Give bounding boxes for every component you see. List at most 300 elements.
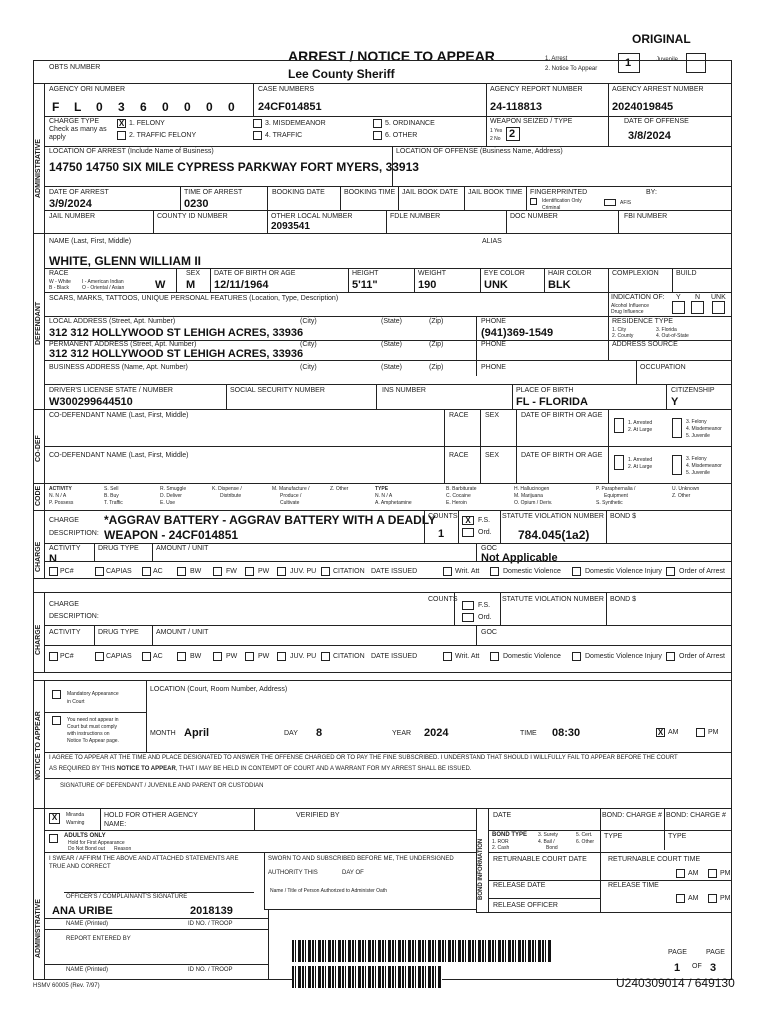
- codef2-dob-label: DATE OF BIRTH OR AGE: [521, 452, 603, 459]
- height-label: HEIGHT: [352, 270, 379, 277]
- perm-zip-label: (Zip): [429, 341, 444, 348]
- c2-citation-label: CITATION: [333, 653, 365, 660]
- c2-ac-checkbox[interactable]: [142, 652, 151, 661]
- nta-side-label: NOTICE TO APPEAR: [35, 711, 42, 780]
- bt-surety: 3. Surety: [538, 832, 559, 838]
- afis-checkbox[interactable]: [604, 199, 616, 206]
- page-label-2: PAGE: [706, 949, 725, 956]
- ind-n: N: [695, 294, 701, 301]
- charge2-activity-label: ACTIVITY: [49, 629, 81, 636]
- fp-id-checkbox[interactable]: [530, 198, 537, 205]
- weapon-label: WEAPON SEIZED / TYPE: [490, 118, 573, 125]
- bond-charge2-label: BOND: CHARGE #: [666, 812, 726, 819]
- code-r1: R. Smuggle: [160, 486, 187, 492]
- c2-fw-checkbox[interactable]: [213, 652, 222, 661]
- jail-book-date-label: JAIL BOOK DATE: [402, 189, 459, 196]
- c2-capias-label: CAPIAS: [106, 653, 132, 660]
- felony-checkbox[interactable]: X: [118, 119, 125, 128]
- ind-y: Y: [676, 294, 681, 301]
- charge-type-help: Check as many as apply: [49, 126, 107, 141]
- c1-writ-label: Writ. Att: [455, 568, 480, 575]
- ind-n-box[interactable]: [691, 301, 704, 314]
- ins-label: INS NUMBER: [382, 387, 426, 394]
- business-zip-label: (Zip): [429, 364, 444, 371]
- code-side-label: CODE: [35, 485, 42, 506]
- release-date-label: RELEASE DATE: [493, 882, 546, 889]
- ind-unk-box[interactable]: [712, 301, 725, 314]
- authority-label: AUTHORITY THIS: [268, 870, 318, 876]
- ori-number: F L 0 3 6 0 0 0 0: [52, 100, 235, 114]
- c2-order-label: Order of Arrest: [679, 653, 725, 660]
- rl-pm-checkbox[interactable]: [708, 894, 717, 903]
- charge2-label: CHARGE: [49, 601, 79, 608]
- ordinance-checkbox[interactable]: [373, 119, 382, 128]
- month-label: MONTH: [150, 730, 176, 737]
- name-printed2-label: NAME (Printed): [66, 967, 109, 973]
- document-id: U240309014 / 649130: [616, 976, 735, 990]
- swear-line1: I SWEAR / AFFIRM THE ABOVE AND ATTACHED STATEMENTS ARE: [49, 856, 239, 862]
- bond-side-label: BOND INFORMATION: [478, 838, 484, 900]
- mandatory-label: Mandatory Appearance: [67, 691, 119, 697]
- c1-capias-checkbox[interactable]: [95, 567, 104, 576]
- admin-side-label: ADMINISTRATIVE: [35, 139, 42, 198]
- code-h2: M. Marijuana: [514, 493, 543, 499]
- c1-date-issued-label: DATE ISSUED: [371, 568, 418, 575]
- fingerprinted-label: FINGERPRINTED: [530, 189, 588, 196]
- codef2-status-box[interactable]: [614, 455, 624, 470]
- other-checkbox[interactable]: [373, 131, 382, 140]
- fp-criminal-label: Criminal: [542, 205, 561, 211]
- perm-address-value: 312 312 HOLLYWOOD ST LEHIGH ACRES, 33936: [49, 348, 304, 360]
- page-label-1: PAGE: [668, 949, 687, 956]
- traffic-label: 4. TRAFFIC: [265, 132, 303, 139]
- code-b3: E. Heroin: [446, 500, 467, 506]
- c1-ac-checkbox[interactable]: [142, 567, 151, 576]
- charge1-counts-value: 1: [438, 528, 445, 540]
- codef1-dob-label: DATE OF BIRTH OR AGE: [521, 412, 603, 419]
- rt-am-checkbox[interactable]: [676, 869, 685, 878]
- race-key-white: W - White: [49, 279, 71, 285]
- c1-capias-label: CAPIAS: [106, 568, 132, 575]
- hold-name-label: NAME:: [104, 821, 127, 828]
- barcode-upper: [292, 940, 552, 962]
- agency-name: Lee County Sheriff: [288, 67, 395, 81]
- charge1-statute-value: 784.045(1a2): [518, 528, 590, 542]
- code-s1: S. Sell: [104, 486, 119, 492]
- charge1-activity-label: ACTIVITY: [49, 545, 81, 552]
- c1-bw-checkbox[interactable]: [177, 567, 186, 576]
- c2-dvi-checkbox[interactable]: [572, 652, 581, 661]
- charge2-counts-label: COUNTS: [428, 596, 458, 603]
- c2-writ-checkbox[interactable]: [443, 652, 452, 661]
- codef1-class-box[interactable]: [672, 418, 682, 438]
- location-label: LOCATION (Court, Room Number, Address): [150, 686, 288, 693]
- business-state-label: (State): [381, 364, 403, 371]
- charge2-fs-label: F.S.: [478, 602, 491, 609]
- code-type: TYPE: [375, 486, 389, 492]
- c1-fw-label: FW: [226, 568, 237, 575]
- charge2-amount-label: AMOUNT / UNIT: [156, 629, 209, 636]
- codef1-juvenile: 5. Juvenile: [686, 433, 710, 439]
- fp-id-label: Identification Only: [542, 198, 582, 204]
- charge2-bond-label: BOND $: [610, 596, 637, 603]
- page-number: 1: [674, 962, 681, 974]
- ind-y-box[interactable]: [672, 301, 685, 314]
- res-florida: 3. Florida: [656, 327, 677, 333]
- charge2-statute-label: STATUTE VIOLATION NUMBER: [502, 596, 604, 603]
- miranda-label: Miranda: [66, 812, 85, 818]
- name-printed-label: NAME (Printed): [66, 921, 109, 927]
- codef2-juvenile: 5. Juvenile: [686, 470, 710, 476]
- bt-other: 6. Other: [576, 839, 595, 845]
- c2-pc-checkbox[interactable]: [49, 652, 58, 661]
- report-entered-label: REPORT ENTERED BY: [66, 936, 131, 942]
- charge1-counts-label: COUNTS: [428, 513, 458, 520]
- bt-bail: 4. Bail /: [538, 839, 555, 845]
- codef2-atlarge: 2. At Large: [628, 464, 653, 470]
- booking-time-label: BOOKING TIME: [344, 189, 396, 196]
- name-title-label: Name / Title of Person Authorized to Administer Oath: [270, 888, 388, 894]
- mandatory-checkbox[interactable]: [52, 690, 61, 699]
- hair-label: HAIR COLOR: [548, 270, 592, 277]
- phone-value: (941)369-1549: [481, 327, 554, 339]
- eye-label: EYE COLOR: [484, 270, 525, 277]
- officer-name: ANA URIBE: [52, 905, 113, 917]
- race-key-asian: O - Oriental / Asian: [82, 285, 125, 291]
- time-value: 08:30: [552, 727, 581, 739]
- returnable-date-label: RETURNABLE COURT DATE: [493, 856, 587, 863]
- charge2-desc-label: DESCRIPTION:: [49, 613, 99, 620]
- c1-pc-checkbox[interactable]: [49, 567, 58, 576]
- charge2-goc-label: GOC: [481, 629, 497, 636]
- codef1-sex-label: SEX: [485, 412, 500, 419]
- charge2-ord-label: Ord.: [478, 614, 492, 621]
- code-b1: B. Barbiturate: [446, 486, 477, 492]
- bt-cash: 2. Cash: [492, 845, 510, 851]
- agree-line1: I AGREE TO APPEAR AT THE TIME AND PLACE DESIGNATED TO ANSWER THE OFFENSE CHARGED OR TO PAY THE FINE SUBSCRIBED. I UNDERSTAND THAT SHOULD I WILLFULLY FAIL TO APPEAR BEFORE THE COURT: [49, 755, 678, 761]
- code-k2: Distribute: [220, 493, 242, 499]
- c2-dv-label: Domestic Violence: [503, 653, 561, 660]
- codef2-arrested: 1. Arrested: [628, 457, 653, 463]
- codef1-name-label: CO-DEFENDANT NAME (Last, First, Middle): [49, 412, 189, 419]
- c1-writ-checkbox[interactable]: [443, 567, 452, 576]
- doc-label: DOC NUMBER: [510, 213, 558, 220]
- code-k1: K. Dispense /: [212, 486, 242, 492]
- c2-pw-checkbox[interactable]: [245, 652, 254, 661]
- am-checkbox[interactable]: X: [657, 728, 664, 737]
- c2-citation-checkbox[interactable]: [321, 652, 330, 661]
- c1-order-checkbox[interactable]: [666, 567, 675, 576]
- id-troop2-label: ID NO. / TROOP: [188, 967, 233, 973]
- business-phone-label: PHONE: [481, 364, 506, 371]
- c1-citation-checkbox[interactable]: [321, 567, 330, 576]
- code-t1: N. N / A: [375, 493, 393, 499]
- ind-unk: UNK: [711, 294, 726, 301]
- rl-pm-label: PM: [720, 895, 731, 902]
- traffic-felony-checkbox[interactable]: [117, 131, 126, 140]
- arrest-time-value: 0230: [184, 198, 209, 210]
- arrest-date-value: 3/9/2024: [49, 198, 92, 210]
- bt-bond: Bond: [546, 845, 558, 851]
- rl-am-label: AM: [688, 895, 699, 902]
- codef1-race-label: RACE: [449, 412, 469, 419]
- charge1-bond-label: BOND $: [610, 513, 637, 520]
- mandatory-label2: in Court: [67, 699, 85, 705]
- time-label: TIME: [520, 730, 537, 737]
- year-label: YEAR: [392, 730, 412, 737]
- codef2-misdemeanor: 4. Misdemeanor: [686, 463, 722, 469]
- c2-bw-label: BW: [190, 653, 202, 660]
- c2-dvi-label: Domestic Violence Injury: [585, 653, 662, 660]
- booking-date-label: BOOKING DATE: [272, 189, 325, 196]
- county-id-label: COUNTY ID NUMBER: [157, 213, 228, 220]
- miranda-label2: Warning: [66, 820, 85, 826]
- charge-type-label: CHARGE TYPE: [49, 118, 100, 125]
- pob-label: PLACE OF BIRTH: [516, 387, 574, 394]
- officer-sig-label: OFFICER'S / COMPLAINANT'S SIGNATURE: [66, 894, 188, 900]
- release-time-label: RELEASE TIME: [608, 882, 659, 889]
- c2-order-checkbox[interactable]: [666, 652, 675, 661]
- alias-label: ALIAS: [482, 238, 502, 245]
- c1-ac-label: AC: [153, 568, 163, 575]
- other-label: 6. OTHER: [385, 132, 418, 139]
- swear-line2: TRUE AND CORRECT: [49, 864, 111, 870]
- traffic-felony-label: 2. TRAFFIC FELONY: [129, 132, 197, 139]
- charge1-label: CHARGE: [49, 517, 79, 524]
- ori-label: AGENCY ORI NUMBER: [49, 86, 126, 93]
- c2-ac-label: AC: [153, 653, 163, 660]
- race-key-indian: I - American Indian: [82, 279, 124, 285]
- offense-location-label: LOCATION OF OFFENSE (Business Name, Address): [396, 148, 563, 155]
- fdle-label: FDLE NUMBER: [390, 213, 441, 220]
- other-local-label: OTHER LOCAL NUMBER: [271, 213, 353, 220]
- dl-label: DRIVER'S LICENSE STATE / NUMBER: [49, 387, 173, 394]
- sex-value: M: [186, 279, 196, 291]
- code-r2: D. Deliver: [160, 493, 182, 499]
- afis-label: AFIS: [620, 200, 632, 206]
- local-city-label: (City): [300, 318, 317, 325]
- codef1-felony: 3. Felony: [686, 419, 707, 425]
- c1-bw-label: BW: [190, 568, 202, 575]
- ind-drug: Drug Influence: [611, 309, 644, 315]
- codef1-status-box[interactable]: [614, 418, 624, 433]
- code-b2: C. Cocaine: [446, 493, 471, 499]
- page-of: OF: [692, 963, 702, 970]
- res-city: 1. City: [612, 327, 627, 333]
- res-county: 2. County: [612, 333, 634, 339]
- c2-bw-checkbox[interactable]: [177, 652, 186, 661]
- code-m3: Cultivate: [280, 500, 300, 506]
- charge1-statute-label: STATUTE VIOLATION NUMBER: [502, 513, 604, 520]
- optional-line4: Notice To Appear page.: [67, 738, 119, 744]
- local-state-label: (State): [381, 318, 403, 325]
- jail-number-label: JAIL NUMBER: [49, 213, 96, 220]
- race-label: RACE: [49, 270, 69, 277]
- offense-date-value: 3/8/2024: [628, 130, 671, 142]
- arrest-location-label: LOCATION OF ARREST (Include Name of Business): [49, 148, 214, 155]
- c2-juv-checkbox[interactable]: [277, 652, 286, 661]
- traffic-checkbox[interactable]: [253, 131, 262, 140]
- sworn-label: SWORN TO AND SUBSCRIBED BEFORE ME, THE UNDERSIGNED: [268, 856, 454, 862]
- charge1-amount-label: AMOUNT / UNIT: [156, 545, 209, 552]
- arrest-number-value: 2024019845: [612, 101, 674, 113]
- optional-line2: Court but must comply: [67, 724, 118, 730]
- name-label: NAME (Last, First, Middle): [49, 238, 132, 245]
- code-m2: Produce /: [280, 493, 302, 499]
- arrest-date-label: DATE OF ARREST: [49, 189, 109, 196]
- charge2-fs-checkbox[interactable]: [462, 601, 474, 610]
- c1-pw-checkbox[interactable]: [245, 567, 254, 576]
- race-key-black: B - Black: [49, 285, 70, 291]
- perm-city-label: (City): [300, 341, 317, 348]
- c2-date-issued-label: DATE ISSUED: [371, 653, 418, 660]
- arrest-number-label: AGENCY ARREST NUMBER: [612, 86, 704, 93]
- code-a2: P. Possess: [49, 500, 74, 506]
- c2-fw-label: PW: [226, 653, 238, 660]
- adults-line1: Hold for First Appearance: [68, 840, 125, 846]
- barcode-lower: [292, 966, 442, 988]
- charge1-ord-checkbox[interactable]: [462, 528, 474, 537]
- c1-juv-label: JUV. PU: [290, 568, 317, 575]
- c1-dvi-label: Domestic Violence Injury: [585, 568, 662, 575]
- charge1-line2: WEAPON - 24CF014851: [104, 528, 239, 542]
- codef2-sex-label: SEX: [485, 452, 500, 459]
- type-option-arrest: 1. Arrest: [545, 56, 568, 62]
- defendant-name: WHITE, GLENN WILLIAM II: [49, 254, 201, 268]
- code-z1: Z. Other: [330, 486, 349, 492]
- adults-only-checkbox[interactable]: [49, 834, 58, 843]
- charge1-fs-checkbox[interactable]: X: [462, 516, 474, 525]
- c1-dv-checkbox[interactable]: [490, 567, 499, 576]
- address-source-label: ADDRESS SOURCE: [612, 341, 678, 348]
- optional-line3: with instructions on: [67, 731, 110, 737]
- adults-line2: Do Not Bond out: [68, 846, 105, 852]
- local-address-label: LOCAL ADDRESS (Street, Apt. Number): [49, 318, 176, 325]
- c1-dvi-checkbox[interactable]: [572, 567, 581, 576]
- jail-book-time-label: JAIL BOOK TIME: [468, 189, 523, 196]
- signature-label: SIGNATURE OF DEFENDANT / JUVENILE AND PARENT OR CUSTODIAN: [60, 783, 264, 789]
- report-label: AGENCY REPORT NUMBER: [490, 86, 583, 93]
- eye-value: UNK: [484, 279, 508, 291]
- race-value: W: [155, 279, 166, 291]
- felony-label: 1. FELONY: [129, 120, 165, 127]
- rt-pm-checkbox[interactable]: [708, 869, 717, 878]
- weight-label: WEIGHT: [418, 270, 446, 277]
- pm-label: PM: [708, 729, 719, 736]
- page-total: 3: [710, 962, 717, 974]
- codef2-race-label: RACE: [449, 452, 469, 459]
- dob-value: 12/11/1964: [214, 279, 269, 291]
- bt-ror: 1. ROR: [492, 839, 509, 845]
- code-activity: ACTIVITY: [49, 486, 72, 492]
- c2-juv-label: JUV. PU: [290, 653, 317, 660]
- optional-line1: You need not appear in: [67, 717, 119, 723]
- form-number: HSMV 60005 (Rev. 7/97): [33, 983, 100, 989]
- ssn-label: SOCIAL SECURITY NUMBER: [230, 387, 325, 394]
- code-p1: P. Paraphernalia /: [596, 486, 636, 492]
- code-s2: B. Buy: [104, 493, 119, 499]
- business-city-label: (City): [300, 364, 317, 371]
- form-title: ARREST / NOTICE TO APPEAR: [288, 48, 495, 64]
- miranda-checkbox[interactable]: X: [49, 813, 60, 824]
- charge1-side-label: CHARGE: [35, 541, 42, 572]
- rl-am-checkbox[interactable]: [676, 894, 685, 903]
- c1-pc-label: PC#: [60, 568, 74, 575]
- code-t2: A. Amphetamine: [375, 500, 412, 506]
- code-p3: S. Synthetic: [596, 500, 623, 506]
- returnable-time-label: RETURNABLE COURT TIME: [608, 856, 701, 863]
- charge1-goc-value: Not Applicable: [481, 552, 558, 564]
- optional-checkbox[interactable]: [52, 716, 61, 725]
- copy-label: ORIGINAL: [632, 32, 691, 46]
- code-s3: T. Traffic: [104, 500, 123, 506]
- arrest-time-label: TIME OF ARREST: [184, 189, 243, 196]
- build-label: BUILD: [676, 270, 697, 277]
- c2-dv-checkbox[interactable]: [490, 652, 499, 661]
- c1-juv-checkbox[interactable]: [277, 567, 286, 576]
- perm-address-label: PERMANENT ADDRESS (Street, Apt. Number): [49, 341, 197, 348]
- occupation-label: OCCUPATION: [640, 364, 686, 371]
- charge1-line1: *AGGRAV BATTERY - AGGRAV BATTERY WITH A DEADLY: [104, 513, 437, 527]
- code-u1: U. Unknown: [672, 486, 700, 492]
- res-out-of-state: 4. Out-of-State: [656, 333, 689, 339]
- code-h3: O. Opium / Deriv.: [514, 500, 553, 506]
- codef1-misdemeanor: 4. Misdemeanor: [686, 426, 722, 432]
- day-value: 8: [316, 727, 323, 739]
- c1-fw-checkbox[interactable]: [213, 567, 222, 576]
- charge2-ord-checkbox[interactable]: [462, 613, 474, 622]
- code-m1: M. Manufacture /: [272, 486, 310, 492]
- c2-pw-label: PW: [258, 653, 270, 660]
- adults-line3: Reason: [114, 846, 132, 852]
- codef-side-label: CO-DEF: [35, 435, 42, 462]
- weight-value: 190: [418, 279, 437, 291]
- fbi-label: FBI NUMBER: [624, 213, 668, 220]
- local-zip-label: (Zip): [429, 318, 444, 325]
- day-label: DAY: [284, 730, 298, 737]
- perm-state-label: (State): [381, 341, 403, 348]
- type-value: 1: [625, 57, 632, 69]
- by-label: BY:: [646, 189, 657, 196]
- ind-alcohol: Alcohol Influence: [611, 303, 650, 309]
- c2-capias-checkbox[interactable]: [95, 652, 104, 661]
- arrest-location-value: 14750 14750 SIX MILE CYPRESS PARKWAY FORT MYERS, 33913: [49, 160, 419, 174]
- other-local-value: 2093541: [271, 221, 310, 232]
- c1-dv-label: Domestic Violence: [503, 568, 561, 575]
- hold-label: HOLD FOR OTHER AGENCY: [104, 812, 198, 819]
- bond-type1-label: TYPE: [604, 833, 623, 840]
- verified-label: VERIFIED BY: [296, 812, 340, 819]
- offense-date-label: DATE OF OFFENSE: [624, 118, 689, 125]
- phone-label: PHONE: [481, 318, 506, 325]
- dl-value: W300299644510: [49, 396, 133, 408]
- scars-label: SCARS, MARKS, TATTOOS, UNIQUE PERSONAL FEATURES (Location, Type, Description): [49, 295, 339, 302]
- code-p2: Equipment: [604, 493, 628, 499]
- complexion-label: COMPLEXION: [612, 270, 659, 277]
- case-label: CASE NUMBERS: [258, 86, 315, 93]
- bt-cert: 5. Cert.: [576, 832, 593, 838]
- weapon-yes: 1 Yes: [490, 128, 503, 134]
- charge1-activity-value: N: [49, 553, 57, 565]
- pm-checkbox[interactable]: [696, 728, 705, 737]
- rt-pm-label: PM: [720, 870, 731, 877]
- id-troop-label: ID NO. / TROOP: [188, 921, 233, 927]
- charge1-ord-label: Ord.: [478, 529, 492, 536]
- codef2-class-box[interactable]: [672, 455, 682, 475]
- height-value: 5'11": [352, 279, 378, 291]
- charge1-goc-label: GOC: [481, 545, 497, 552]
- misdemeanor-checkbox[interactable]: [253, 119, 262, 128]
